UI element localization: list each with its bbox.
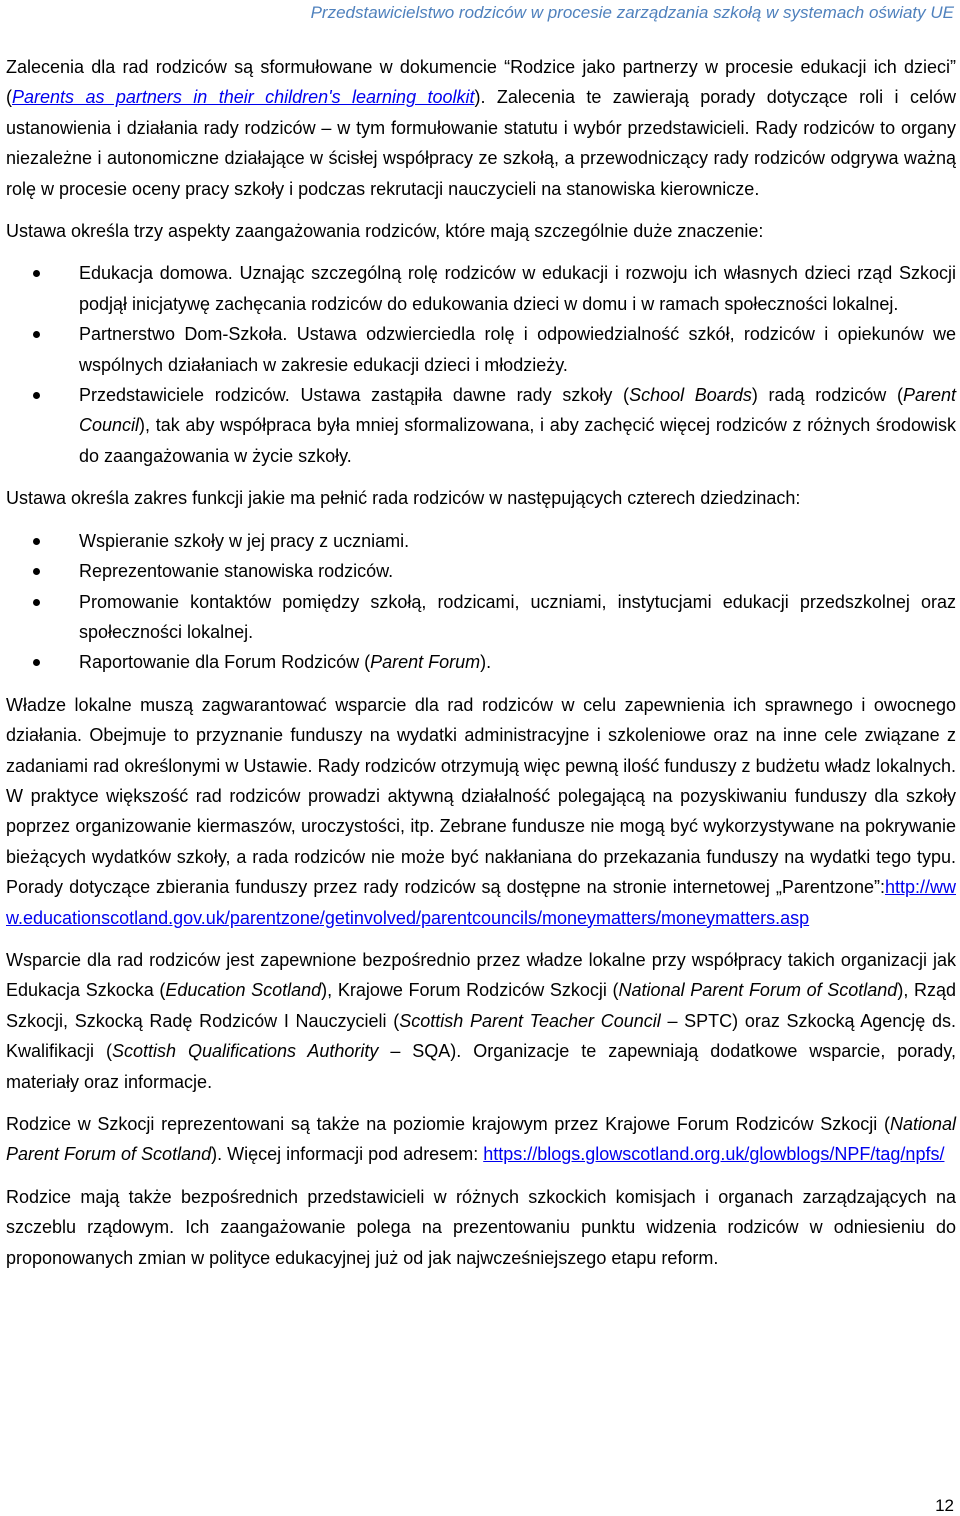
list-item: Edukacja domowa. Uznając szczególną rolę rodziców w edukacji i rozwoju ich własnych dzieci rząd Szkocji podjął inicjatywę zachęcania rodziców do edukowania dzieci w domu i w ramach społeczności lokalnej. xyxy=(79,258,956,319)
list-item: Promowanie kontaktów pomiędzy szkołą, rodzicami, uczniami, instytucjami edukacji przedszkolnej oraz społeczności lokalnej. xyxy=(79,587,956,648)
text-span: ). xyxy=(480,652,492,673)
paragraph-recommendations xyxy=(6,52,956,204)
text-span: Wsparcie dla rad rodziców jest zapewnione bezpośrednio przez władze lokalne przy współpracy takich organizacji jak Edukacja Szkocka ( xyxy=(6,949,956,1001)
toolkit-title-link[interactable] xyxy=(12,87,475,107)
italic-term: School Boards xyxy=(629,385,752,406)
italic-term: Scottish Parent Teacher Council xyxy=(399,1010,661,1031)
text-span: ). Zalecenia te zawierają porady dotyczące roli i celów ustanowienia i działania rady rodziców – w tym formułowanie statutu i wybór przedstawicieli. Rady rodziców to organy niezależne i autonomiczne działające w ścisłej współpracy ze szkołą, a przewodniczący rady rodziców odgrywa ważną rolę w procesie oceny pracy szkoły i podczas rekrutacji nauczycieli na stanowiska kierownicze. xyxy=(6,87,956,199)
text-span: Rodzice w Szkocji reprezentowani są także na poziomie krajowym przez Krajowe Forum Rodziców Szkocji ( xyxy=(6,1114,890,1134)
text-span: Zalecenia dla rad rodziców są sformułowane w dokumencie “Rodzice jako partnerzy w procesie edukacji ich dzieci” ( xyxy=(6,57,956,108)
list-item: Partnerstwo Dom-Szkoła. Ustawa odzwierciedla rolę i odpowiedzialność szkół, rodziców i opiekunów we wspólnych działaniach w zakresie edukacji dzieci i młodzieży. xyxy=(79,319,956,380)
paragraph-government-representatives: Rodzice mają także bezpośrednich przedstawicieli w różnych szkockich komisjach i organach zarządzających na szczeblu rządowym. Ich zaangażowanie polega na prezentowaniu punktu widzenia rodziców w odniesieniu do proponowanych zmian w polityce edukacyjnej już od jak najwcześniejszego etapu reform. xyxy=(6,1186,956,1268)
list-item xyxy=(79,647,956,677)
parentzone-link[interactable]: http://www.educationscotland.gov.uk/parentzone/getinvolved/parentcouncils/moneymatters/moneymatters.asp xyxy=(6,877,956,928)
italic-term: National Parent Forum of Scotland xyxy=(618,980,898,1001)
text-span: ) radą rodziców ( xyxy=(751,385,903,406)
text-span: Władze lokalne muszą zagwarantować wsparcie dla rad rodziców w celu zapewnienia ich sprawnego i owocnego działania. Obejmuje to przyznanie funduszy na wydatki administracyjne i szkoleniowe oraz na inne cele związane z zadaniami rad określonymi w Ustawie. Rady rodziców otrzymują więc pewną ilość funduszy z budżetu władz lokalnych. W praktyce większość rad rodziców prowadzi aktywną działalność polegającą na pozyskiwaniu funduszy dla szkoły poprzez organizowanie kiermaszów, uroczystości, itp. Zebrane fundusze nie mogą być wykorzystywane na pokrywanie bieżących wydatków szkoły, a rada rodziców nie może być nakłaniana do przekazania funduszy na wydatki tego typu. Porady dotyczące zbierania funduszy przez rady rodziców są dostępne na stronie internetowej „Parentzone”: xyxy=(6,694,956,898)
paragraph-national-forum xyxy=(6,1109,956,1170)
toolkit-link[interactable]: Parents as partners in their children's learning toolkit xyxy=(12,87,475,108)
text-span: – SQA). Organizacje te zapewniają dodatkowe wsparcie, porady, materiały oraz informacje. xyxy=(6,1041,956,1092)
text-span: ), Rząd Szkocji, Szkocką Radę Rodziców I Nauczycieli ( xyxy=(6,980,957,1031)
text-span: ). Więcej informacji pod adresem: xyxy=(211,1144,484,1165)
italic-term: National Parent Forum of Scotland xyxy=(6,1114,956,1165)
aspects-list xyxy=(6,258,956,471)
list-item: Wspieranie szkoły w jej pracy z uczniami. xyxy=(79,526,956,556)
npf-blog-link[interactable]: https://blogs.glowscotland.org.uk/glowblogs/NPF/tag/npfs/ xyxy=(483,1144,945,1165)
text-span: Raportowanie dla Forum Rodziców ( xyxy=(79,652,371,673)
italic-term: Education Scotland xyxy=(165,980,322,1001)
italic-term: Scottish Qualifications Authority xyxy=(111,1041,379,1062)
list-item: Reprezentowanie stanowiska rodziców. xyxy=(79,556,956,586)
page-number: 12 xyxy=(935,1496,954,1515)
paragraph-four-areas: Ustawa określa zakres funkcji jakie ma pełnić rada rodziców w następujących czterech dziedzinach: xyxy=(6,488,801,509)
page-header-title: Przedstawicielstwo rodziców w procesie zarządzania szkołą w systemach oświaty UE xyxy=(310,3,954,22)
text-span: – SPTC) oraz Szkocką Agencję ds. Kwalifikacji ( xyxy=(6,1010,956,1062)
list-item xyxy=(79,380,956,471)
italic-term: Parent Forum xyxy=(370,652,481,673)
text-span: ), tak aby współpraca była mniej sformalizowana, i aby zachęcić więcej rodziców z różnych środowisk do zaangażowania w życie szkoły. xyxy=(79,415,956,466)
document-body xyxy=(6,52,956,1285)
paragraph-local-authorities xyxy=(6,690,956,933)
text-span: Przedstawiciele rodziców. Ustawa zastąpiła dawne rady szkoły ( xyxy=(79,385,630,406)
functions-list xyxy=(6,526,956,678)
paragraph-support-organizations xyxy=(6,945,956,1097)
italic-term: Parent Council xyxy=(79,385,956,436)
text-span: ), Krajowe Forum Rodziców Szkocji ( xyxy=(321,980,619,1001)
paragraph-three-aspects: Ustawa określa trzy aspekty zaangażowania rodziców, które mają szczególnie duże znaczenie: xyxy=(6,221,764,242)
